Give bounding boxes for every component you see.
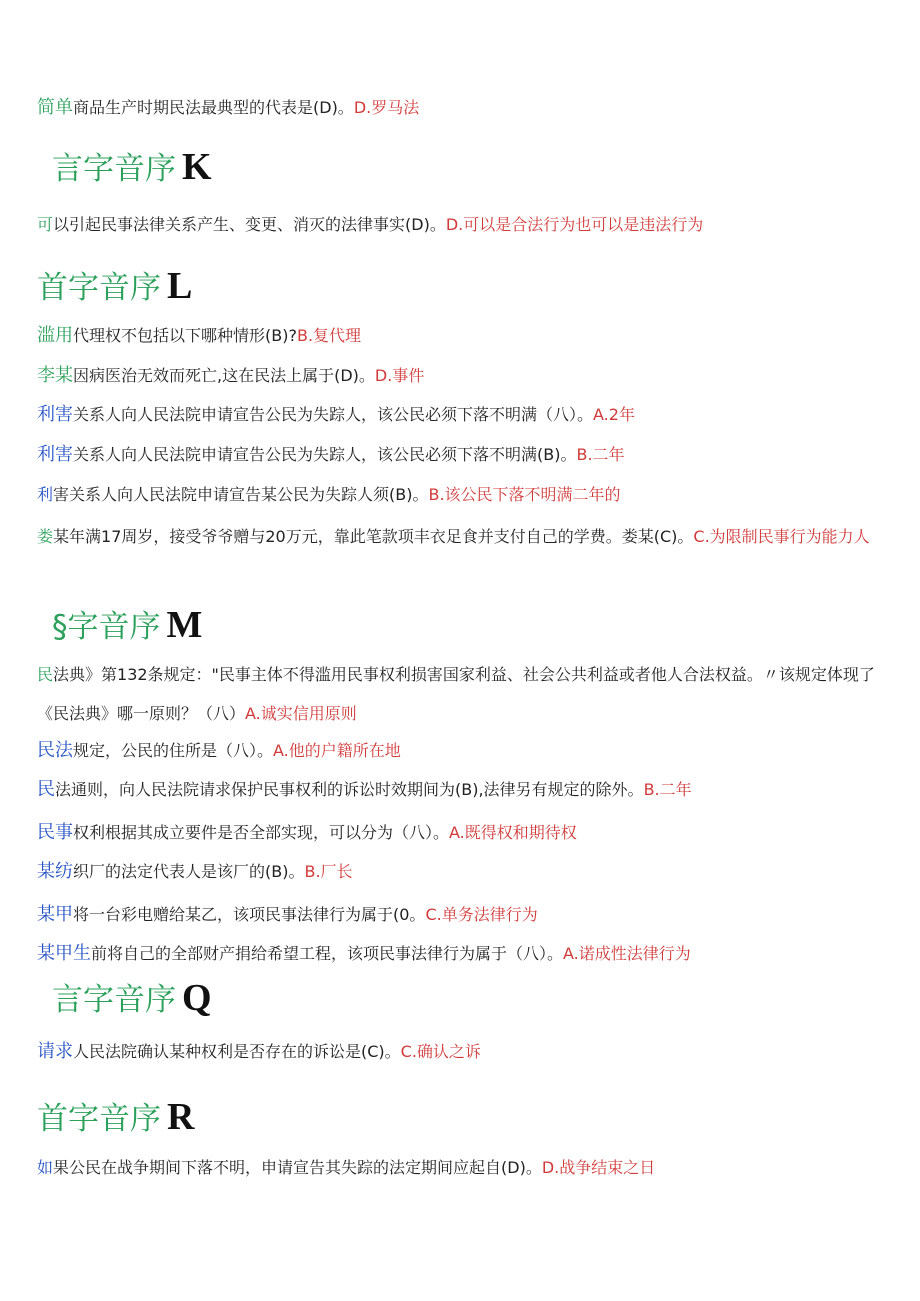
question-text: 将一台彩电赠给某乙，该项民事法律行为属于(0。 [73, 905, 426, 924]
section-heading-m [52, 605, 202, 652]
question-lead: 利 [37, 485, 54, 504]
answer-text: A.2年 [593, 405, 635, 424]
heading-prefix: 言字音序 [52, 151, 176, 187]
answer-text: B.复代理 [296, 326, 362, 345]
answer-text: B.该公民下落不明满二年的 [428, 485, 621, 504]
question-item [37, 484, 621, 506]
question-lead: 民 [37, 779, 55, 800]
question-lead: 请求 [37, 1041, 73, 1062]
section-heading-q [52, 978, 212, 1025]
question-item [37, 1157, 655, 1179]
question-item [37, 214, 703, 236]
answer-text: B.厂长 [304, 862, 353, 881]
heading-letter: Q [182, 977, 212, 1019]
question-lead: 民 [37, 665, 54, 684]
question-text: 前将自己的全部财产捐给希望工程，该项民事法律行为属于（八）。 [91, 944, 564, 963]
question-lead: 利害 [37, 404, 73, 425]
question-item [37, 779, 692, 801]
answer-text: B.二年 [576, 445, 625, 464]
answer-text: D.罗马法 [353, 98, 420, 117]
question-item [37, 740, 401, 762]
answer-text: A.诺成性法律行为 [563, 944, 691, 963]
question-text: 法典》第132条规定："民事主体不得滥用民事权利损害国家利益、社会公共利益或者他人合法权益。〃该规定体现了《民法典》哪一原则？（八） [37, 665, 875, 723]
heading-letter: K [182, 146, 212, 188]
answer-text: C.确认之诉 [400, 1042, 481, 1061]
answer-text: A.诚实信用原则 [245, 704, 357, 723]
question-text: 以引起民事法律关系产生、变更、消灭的法律事实(D)。 [53, 215, 446, 234]
question-item [37, 404, 635, 426]
question-text: 人民法院确认某种权利是否存在的诉讼是(C)。 [73, 1042, 401, 1061]
answer-text: D.可以是合法行为也可以是违法行为 [445, 215, 704, 234]
question-lead: 娄 [37, 527, 54, 546]
question-item [37, 822, 577, 844]
question-lead: 利害 [37, 444, 73, 465]
question-lead: 某纺 [37, 861, 73, 882]
heading-prefix: 首字音序 [37, 1101, 161, 1137]
question-item [37, 1041, 481, 1063]
answer-text: A.他的户籍所在地 [273, 741, 401, 760]
question-lead: 简单 [37, 97, 73, 118]
question-text: 关系人向人民法院申请宣告公民为失踪人，该公民必须下落不明满（八）。 [73, 405, 594, 424]
question-text: 商品生产时期民法最典型的代表是(D)。 [73, 98, 354, 117]
heading-letter: L [167, 265, 193, 307]
answer-text: B.二年 [643, 780, 692, 799]
question-lead: 李某 [37, 365, 73, 386]
question-text: 因病医治无效而死亡,这在民法上属于(D)。 [73, 366, 375, 385]
question-item [37, 365, 424, 387]
answer-text: C.为限制民事行为能力人 [693, 527, 870, 546]
answer-text: D.战争结束之日 [541, 1158, 656, 1177]
section-heading-k [52, 147, 212, 194]
question-lead: 可 [37, 215, 54, 234]
section-heading-r [37, 1097, 194, 1144]
heading-letter: R [167, 1096, 195, 1138]
question-text: 果公民在战争期间下落不明，申请宣告其失踪的法定期间应起自(D)。 [53, 1158, 542, 1177]
question-text: 权利根据其成立要件是否全部实现，可以分为（八）。 [73, 823, 450, 842]
heading-prefix: 首字音序 [37, 270, 161, 306]
question-lead: 某甲生 [37, 943, 91, 964]
question-item [37, 97, 419, 119]
question-lead: 滥用 [37, 325, 73, 346]
question-text: 关系人向人民法院申请宣告公民为失踪人，该公民必须下落不明满(B)。 [73, 445, 577, 464]
question-lead: 如 [37, 1158, 54, 1177]
heading-prefix: §字音序 [52, 609, 161, 645]
answer-text: A.既得权和期待权 [449, 823, 577, 842]
question-item [37, 655, 883, 733]
heading-prefix: 言字音序 [52, 982, 176, 1018]
answer-text: D.事件 [374, 366, 425, 385]
heading-letter: M [166, 604, 203, 646]
question-item [37, 325, 361, 347]
question-lead: 民事 [37, 822, 73, 843]
question-lead: 某甲 [37, 904, 73, 925]
question-item [37, 444, 625, 466]
question-lead: 民法 [37, 740, 73, 761]
answer-text: C.单务法律行为 [425, 905, 538, 924]
question-text: 规定，公民的住所是（八）。 [73, 741, 274, 760]
section-heading-l [37, 266, 192, 313]
question-text: 法通则，向人民法院请求保护民事权利的诉讼时效期间为(B),法律另有规定的除外。 [55, 780, 644, 799]
question-item [37, 517, 883, 556]
question-item [37, 904, 538, 926]
question-item [37, 861, 353, 883]
question-text: 织厂的法定代表人是该厂的(B)。 [73, 862, 305, 881]
question-text: 代理权不包括以下哪种情形(B)? [73, 326, 297, 345]
question-text: 害关系人向人民法院申请宣告某公民为失踪人须(B)。 [53, 485, 429, 504]
question-item [37, 943, 691, 965]
question-text: 某年满17周岁，接受爷爷赠与20万元，靠此笔款项丰衣足食并支付自己的学费。娄某(C)。 [53, 527, 694, 546]
